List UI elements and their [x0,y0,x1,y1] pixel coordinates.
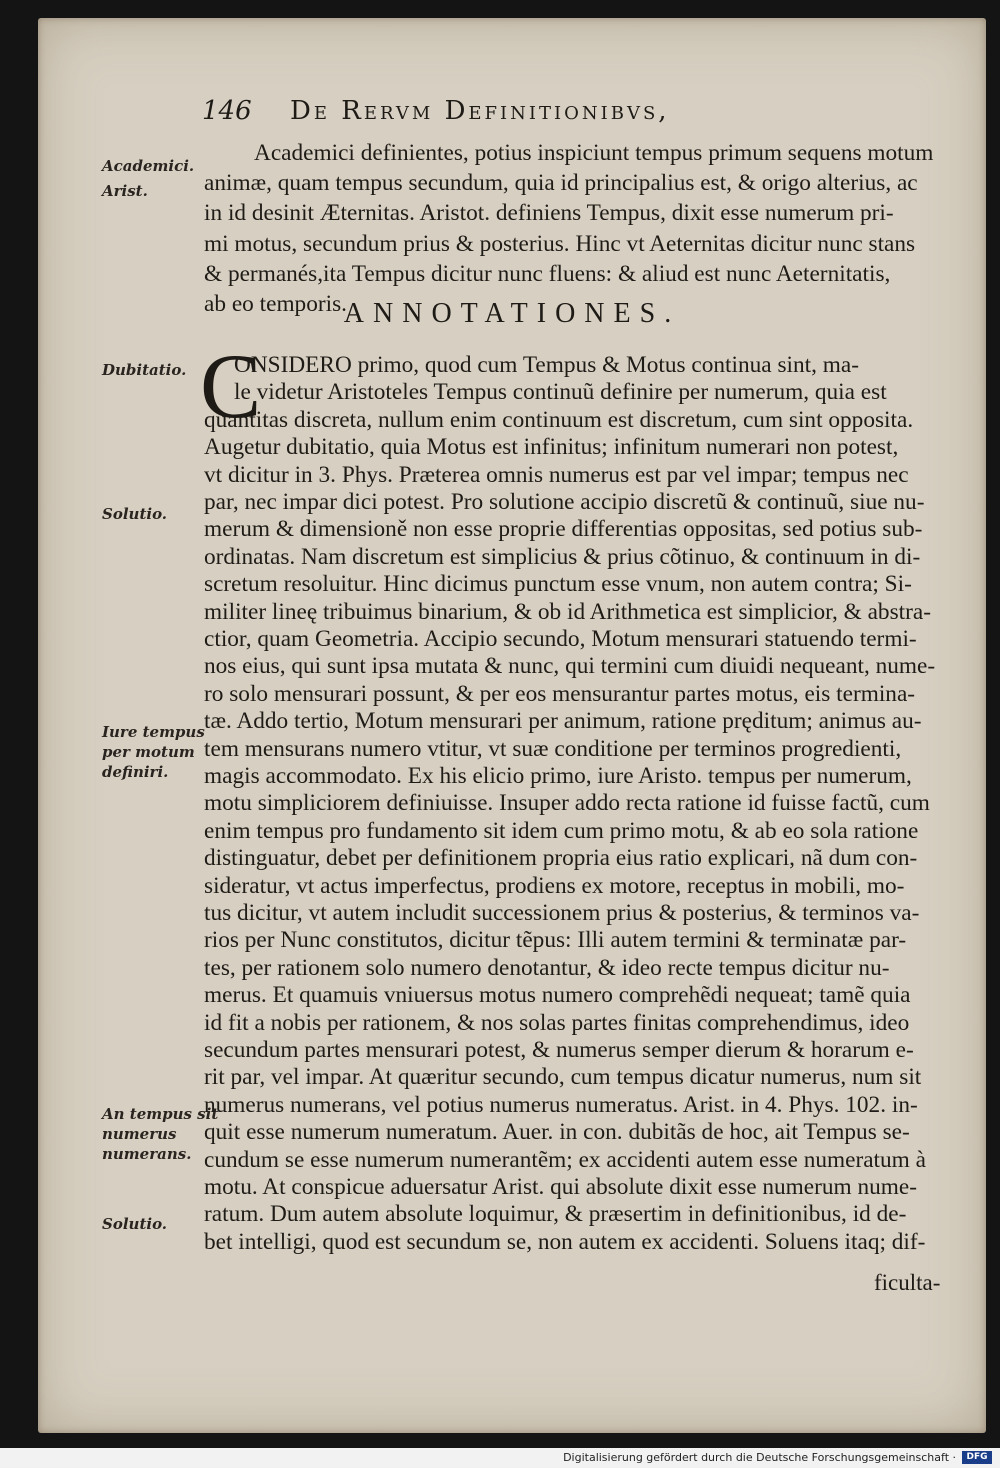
text-line: in id desinit Æternitas. Aristot. definiens Tempus, dixit esse numerum pri- [204,200,894,227]
text-line: par, nec impar dici potest. Pro solutione accipio discretũ & continuũ, siue nu- [204,489,925,515]
text-line: Augetur dubitatio, quia Motus est infinitus; infinitum numerari non potest, [204,434,899,461]
text-line: animæ, quam tempus secundum, quia id principalius est, & origo alterius, ac [204,170,918,197]
margin-note-solutio-2: Solutio. [102,1215,168,1233]
text-line: merus. Et quamuis vniuersus motus numero comprehẽdi nequeat; tamẽ quia [204,982,911,1009]
text-line: tem mensurans numero vtitur, vt suæ conditione per terminos progredienti, [204,735,902,762]
text-line: motu simpliciorem definiuisse. Insuper addo recta ratione id fuisse factũ, cum [204,790,930,817]
margin-note-an-tempus: An tempus sit numerus numerans. [102,1105,219,1163]
text-line: ordinatas. Nam discretum est simplicius & prius cõtinuo, & continuum in di- [204,543,921,570]
text-line: mi motus, secundum prius & posterius. Hinc vt Aeternitas dicitur nunc stans [204,230,916,257]
catchword: ficulta- [874,1270,941,1295]
text-line: quit esse numerum numeratum. Auer. in con. dubitãs de hoc, ait Tempus se- [204,1119,910,1146]
margin-note-solutio: Solutio. [102,505,168,523]
text-line: vt dicitur in 3. Phys. Præterea omnis numerus est par vel impar; tempus nec [204,461,909,488]
section-title: ANNOTATIONES. [343,298,681,329]
margin-note-academici: Academici. [102,157,195,175]
text-line: le videtur Aristoteles Tempus continuũ definire per numerum, quia est [234,379,887,406]
text-line: ctior, quam Geometria. Accipio secundo, Motum mensurari statuendo termi- [204,626,917,652]
text-line: nos eius, qui sunt ipsa mutata & nunc, qui termini cum diuidi nequeant, nume- [204,653,936,680]
text-line: tus dicitur, vt autem includit successionem prius & posterius, & terminos va- [204,900,920,926]
text-line: scretum resoluitur. Hinc dicimus punctum esse vnum, non autem contra; Si- [204,571,912,598]
text-line: quantitas discreta, nullum enim continuum est discretum, cum sint opposita. [204,406,914,433]
page-number: 146 [202,96,252,126]
text-line: merum & dimensioně non esse proprie differentias oppositas, sed potius sub- [204,516,923,543]
text-line: rios per Nunc constitutos, dicitur tẽpus: Illi autem termini & terminatæ par- [204,927,907,954]
digitization-footer [0,1448,1000,1468]
text-line: secundum partes mensurari potest, & numerus semper dierum & horarum e- [204,1037,914,1063]
text-line: sideratur, vt actus imperfectus, prodiens ex motore, receptus in mobili, mo- [204,872,905,899]
book-page [38,18,986,1433]
text-line: ab eo temporis. [204,291,347,317]
margin-note-arist: Arist. [102,182,148,200]
text-line: militer lineę tribuimus binarium, & ob id Arithmetica est simplicior, & abstra- [204,598,931,625]
text-line: Academici definientes, potius inspiciunt tempus primum sequens motum [254,140,934,166]
text-line: cundum se esse numerum numerantẽm; ex accidenti autem esse numeratum à [204,1146,926,1173]
funding-credit: Digitalisierung gefördert durch die Deutsche Forschungsgemeinschaft · [563,1451,956,1464]
text-line: tes, per rationem solo numero denotantur, & ideo recte tempus dicitur nu- [204,954,890,981]
drop-cap: C [200,335,262,437]
text-line: ratum. Dum autem absolute loquimur, & præsertim in definitionibus, id de- [204,1201,907,1228]
text-line: enim tempus pro fundamento sit idem cum primo motu, & ab eo sola ratione [204,817,919,844]
text-line: ONSIDERO primo, quod cum Tempus & Motus continua sint, ma- [234,352,859,378]
text-line: distinguatur, debet per definitionem propria eius ratio explicari, nã dum con- [204,845,918,872]
text-line: motu. At conspicue aduersatur Arist. qui absolute dixit esse numerum nume- [204,1174,918,1200]
dfg-logo: DFG [962,1451,992,1464]
text-line: bet intelligi, quod est secundum se, non autem ex accidenti. Soluens itaq; dif- [204,1228,926,1255]
text-line: magis accommodato. Ex his elicio primo, iure Aristo. tempus per numerum, [204,763,912,789]
text-line: rit par, vel impar. At quæritur secundo, cum tempus dicatur numerus, num sit [204,1064,922,1091]
text-line: id fit a nobis per rationem, & nos solas partes finitas comprehendimus, ideo [204,1009,910,1036]
text-line: numerus numerans, vel potius numerus numeratus. Arist. in 4. Phys. 102. in- [204,1091,918,1118]
margin-note-dubitatio: Dubitatio. [102,361,187,379]
margin-note-iure-tempus: Iure tempus per motum definiri. [102,723,205,781]
text-line: ro solo mensurari possunt, & per eos mensurantur partes motus, eis termina- [204,680,916,707]
text-line: & permanés,ita Tempus dicitur nunc fluens: & aliud est nunc Aeternitatis, [204,260,891,287]
running-head: De Rervm Definitionibvs, [290,96,670,126]
text-line: tæ. Addo tertio, Motum mensurari per animum, ratione pręditum; animus au- [204,708,922,735]
